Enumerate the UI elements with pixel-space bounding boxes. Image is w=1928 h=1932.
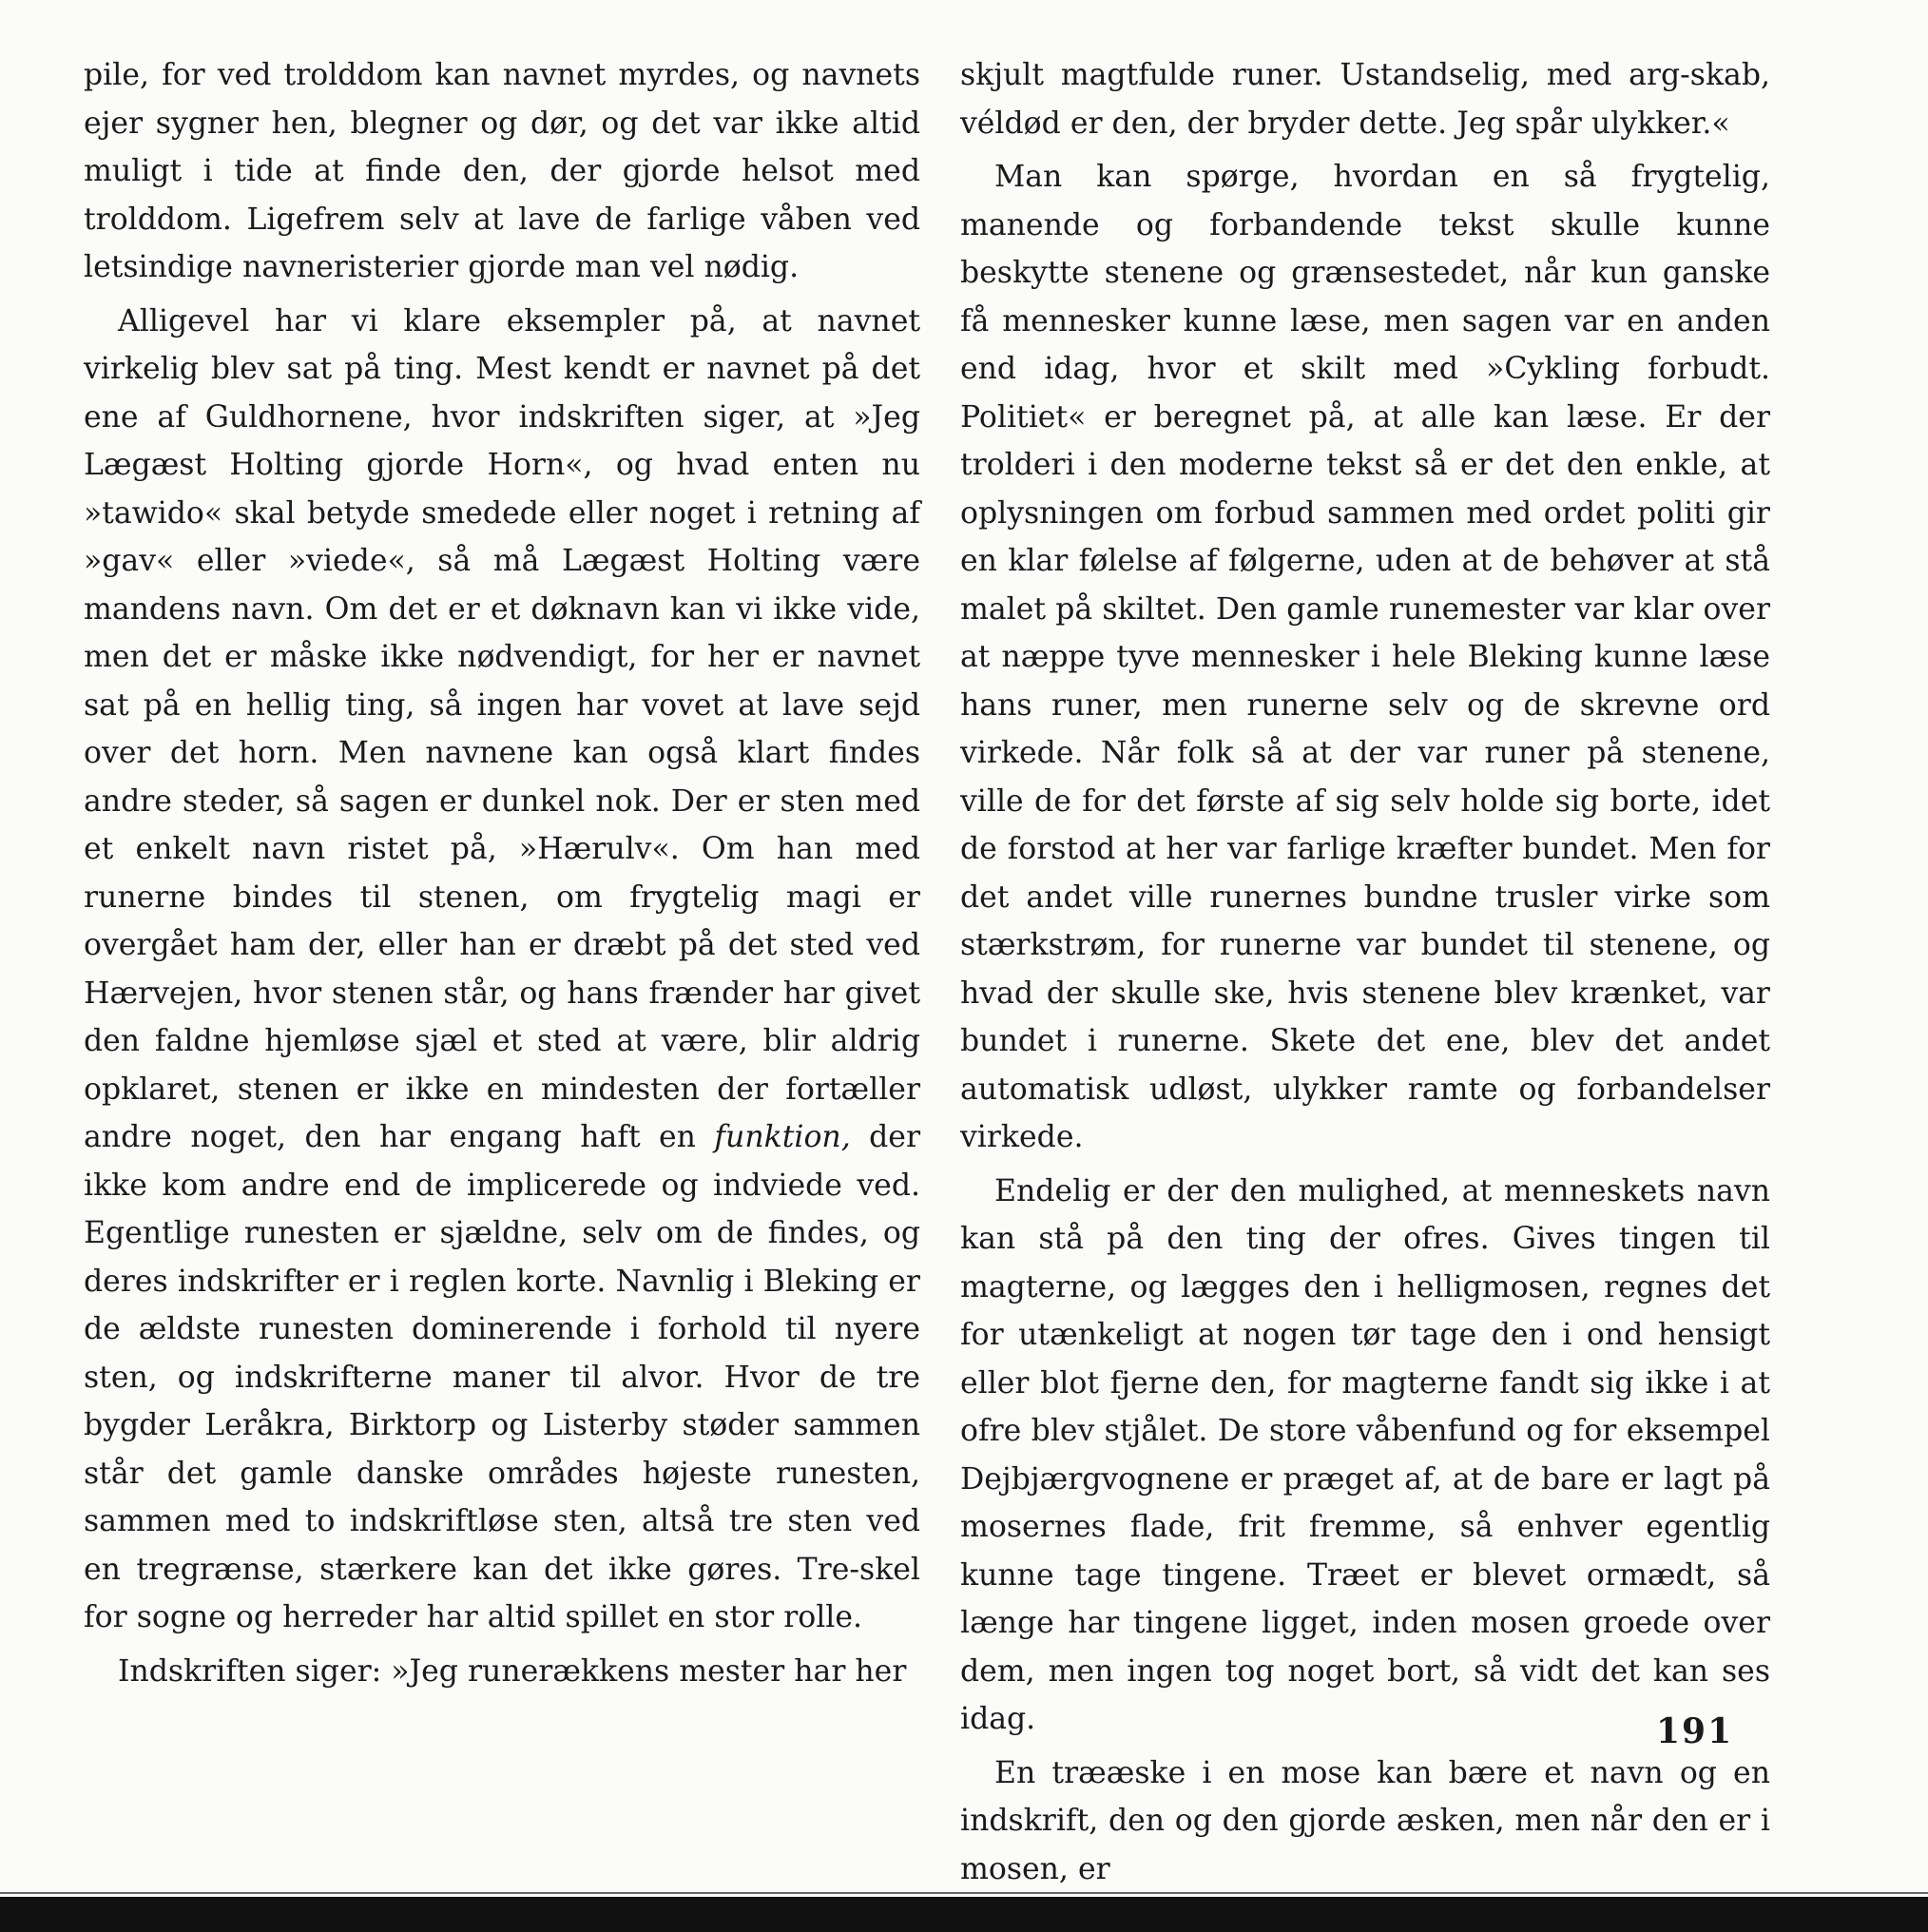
paragraph-text: Alligevel har vi klare eksempler på, at navnet virkelig blev sat på ting. Mest kendt er navnet på det ene af Guldhornene, hvor indskriften siger, at »Jeg Lægæst Holting gjorde Horn«, og hvad enten nu »tawido« skal betyde smedede eller noget i retning af »gav« eller »viede«, så må Lægæst Holting være mandens navn. Om det er et døknavn kan vi ikke vide, men det er måske ikke nødvendigt, for her er navnet sat på en hellig ting, så ingen har vovet at lave sejd over det horn. Men navnene kan også klart findes andre steder, så sagen er dunkel nok. Der er sten med et enkelt navn ristet på, »Hærulv«. Om han med runerne bindes til stenen, om frygtelig magi er overgået ham der, eller han er dræbt på det sted ved Hærvejen, hvor stenen står, og hans frænder har givet den faldne hjemløse sjæl et sted at være, blir aldrig opklaret, stenen er ikke en mindesten der fortæller andre noget, den har engang haft en [84, 303, 920, 1154]
paragraph: Endelig er der den mulighed, at menneskets navn kan stå på den ting der ofres. Gives tingen til magterne, og lægges den i helligmosen, regnes det for utænkeligt at nogen tør tage den i ond hensigt eller blot fjerne den, for magterne fandt sig ikke i at ofre blev stjålet. De store våbenfund og for eksempel Dejbjærgvognene er præget af, at de bare er lagt på mosernes flade, frit fremme, så enhver egentlig kunne tage tingene. Træet er blevet ormædt, så længe har tingene ligget, inden mosen groede over dem, men ingen tog noget bort, så vidt det kan ses idag. [960, 1173, 1770, 1736]
paragraph: Man kan spørge, hvordan en så frygtelig, manende og forbandende tekst skulle kunne beskytte stenene og grænsestedet, når kun ganske få mennesker kunne læse, men sagen var en anden end idag, hvor et skilt med »Cykling forbudt. Politiet« er beregnet på, at alle kan læse. Er der trolderi i den moderne tekst så er det den enkle, at oplysningen om forbud sammen med ordet politi gir en klar følelse af følgerne, uden at de behøver at stå malet på skiltet. Den gamle runemester var klar over at næppe tyve mennesker i hele Bleking kunne læse hans runer, men runerne selv og de skrevne ord virkede. Når folk så at der var runer på stenene, ville de for det første af sig selv holde sig borte, idet de forstod at her var farlige kræfter bundet. Men for det andet ville runernes bundne trusler virke som stærkstrøm, for runerne var bundet til stenene, og hvad der skulle ske, hvis stenene blev krænket, var bundet i runerne. Skete det ene, blev det andet automatisk udløst, ulykker ramte og forbandelser virkede. [960, 160, 1770, 1154]
page-number: 191 [1656, 1711, 1734, 1751]
italic-word: funktion, [714, 1120, 851, 1154]
paragraph: pile, for ved trolddom kan navnet myrdes, og navnets ejer sygner hen, blegner og dør, og det var ikke altid muligt i tide at finde den, der gjorde helsot med trolddom. Ligefrem selv at lave de farlige våben ved letsindige navneristerier gjorde man vel nødig. [84, 58, 920, 284]
paragraph: skjult magtfulde runer. Ustandselig, med arg-skab, véldød er den, der bryder dette. Jeg spår ulykker.« [960, 58, 1770, 141]
paragraph: En trææske i en mose kan bære et navn og en indskrift, den og den gjorde æsken, men når den er i mosen, er [960, 1755, 1770, 1886]
page-bottom-shadow [0, 1897, 1928, 1932]
paragraph: Indskriften siger: »Jeg runerækkens mester har her [118, 1653, 907, 1689]
left-column [84, 51, 920, 1701]
page-edge-line [0, 1892, 1928, 1894]
paragraph [84, 298, 920, 1642]
right-column [960, 51, 1770, 1899]
paragraph-text: der ikke kom andre end de implicerede og indviede ved. Egentlige runesten er sjældne, selv om de findes, og deres indskrifter er i reglen korte. Navnlig i Bleking er de ældste runesten dominerende i forhold til nyere sten, og indskrifterne maner til alvor. Hvor de tre bygder Leråkra, Birktorp og Listerby støder sammen står det gamle danske områdes højeste runesten, sammen med to indskriftløse sten, altså tre sten ved en tregrænse, stærkere kan det ikke gøres. Tre-skel for sogne og herreder har altid spillet en stor rolle. [84, 1120, 921, 1634]
